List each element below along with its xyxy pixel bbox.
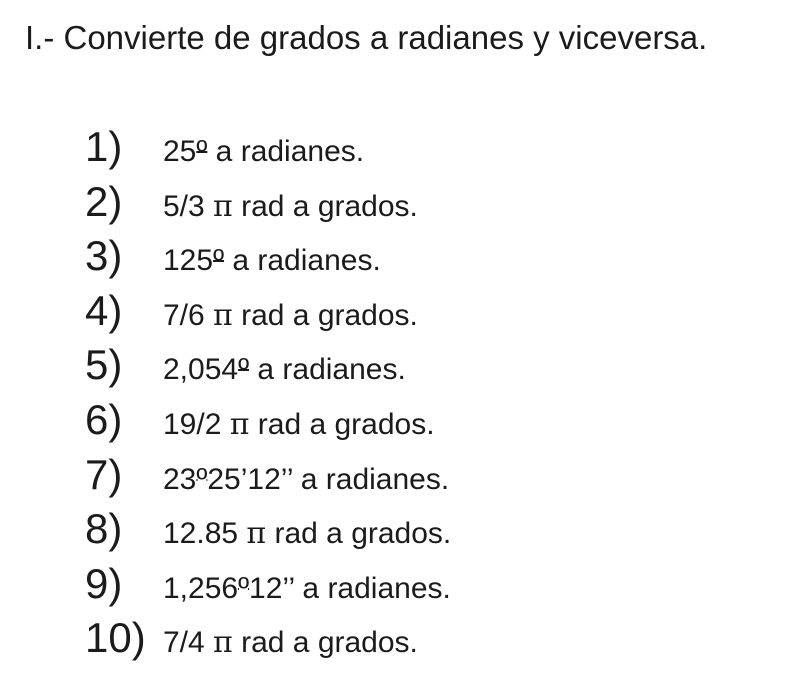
- pi-symbol: π: [246, 516, 267, 552]
- pi-symbol: π: [213, 188, 233, 224]
- item-number: 5): [85, 341, 123, 389]
- exercise-item-8: [85, 502, 786, 557]
- ordinal-degree-mark: º: [238, 571, 250, 605]
- pi-symbol: π: [213, 297, 233, 333]
- pi-symbol: π: [213, 625, 233, 661]
- pi-symbol: π: [229, 406, 250, 442]
- exercise-item-2: [85, 175, 786, 230]
- item-text: 23º25’12’’ a radianes.: [163, 462, 450, 496]
- item-text: 5/3 π rad a grados.: [163, 188, 418, 224]
- item-number: 8): [85, 505, 123, 553]
- item-text: 7/4 π rad a grados.: [163, 625, 418, 661]
- item-number: 4): [85, 286, 123, 334]
- item-number: 6): [85, 395, 123, 443]
- ordinal-degree-mark: º: [238, 353, 250, 387]
- ordinal-degree-mark: º: [196, 135, 208, 168]
- item-text: 12.85 π rad a grados.: [163, 516, 452, 552]
- item-text: 7/6 π rad a grados.: [163, 297, 418, 333]
- item-number: 7): [85, 450, 123, 498]
- item-number: 10): [85, 614, 146, 662]
- ordinal-degree-mark: º: [213, 244, 225, 278]
- exercise-item-3: [85, 229, 786, 284]
- item-text: 25º a radianes.: [163, 135, 365, 168]
- exercise-item-1: [85, 120, 786, 175]
- item-number: 3): [85, 232, 123, 280]
- item-number: 2): [85, 177, 123, 225]
- item-text: 125º a radianes.: [163, 244, 381, 278]
- exercise-list: [85, 120, 786, 666]
- exercise-item-7: [85, 448, 786, 503]
- exercise-item-10: [85, 611, 786, 666]
- item-text: 1,256º12’’ a radianes.: [163, 571, 451, 605]
- exercise-item-5: [85, 338, 786, 393]
- exercise-item-9: [85, 557, 786, 612]
- item-number: 1): [85, 123, 123, 170]
- item-text: 2,054º a radianes.: [163, 353, 406, 387]
- ordinal-degree-mark: º: [196, 462, 208, 496]
- exercise-item-4: [85, 284, 786, 339]
- section-title: I.- Convierte de grados a radianes y viceversa.: [25, 19, 708, 56]
- item-number: 9): [85, 559, 123, 607]
- exercise-item-6: [85, 393, 786, 448]
- item-text: 19/2 π rad a grados.: [163, 406, 435, 442]
